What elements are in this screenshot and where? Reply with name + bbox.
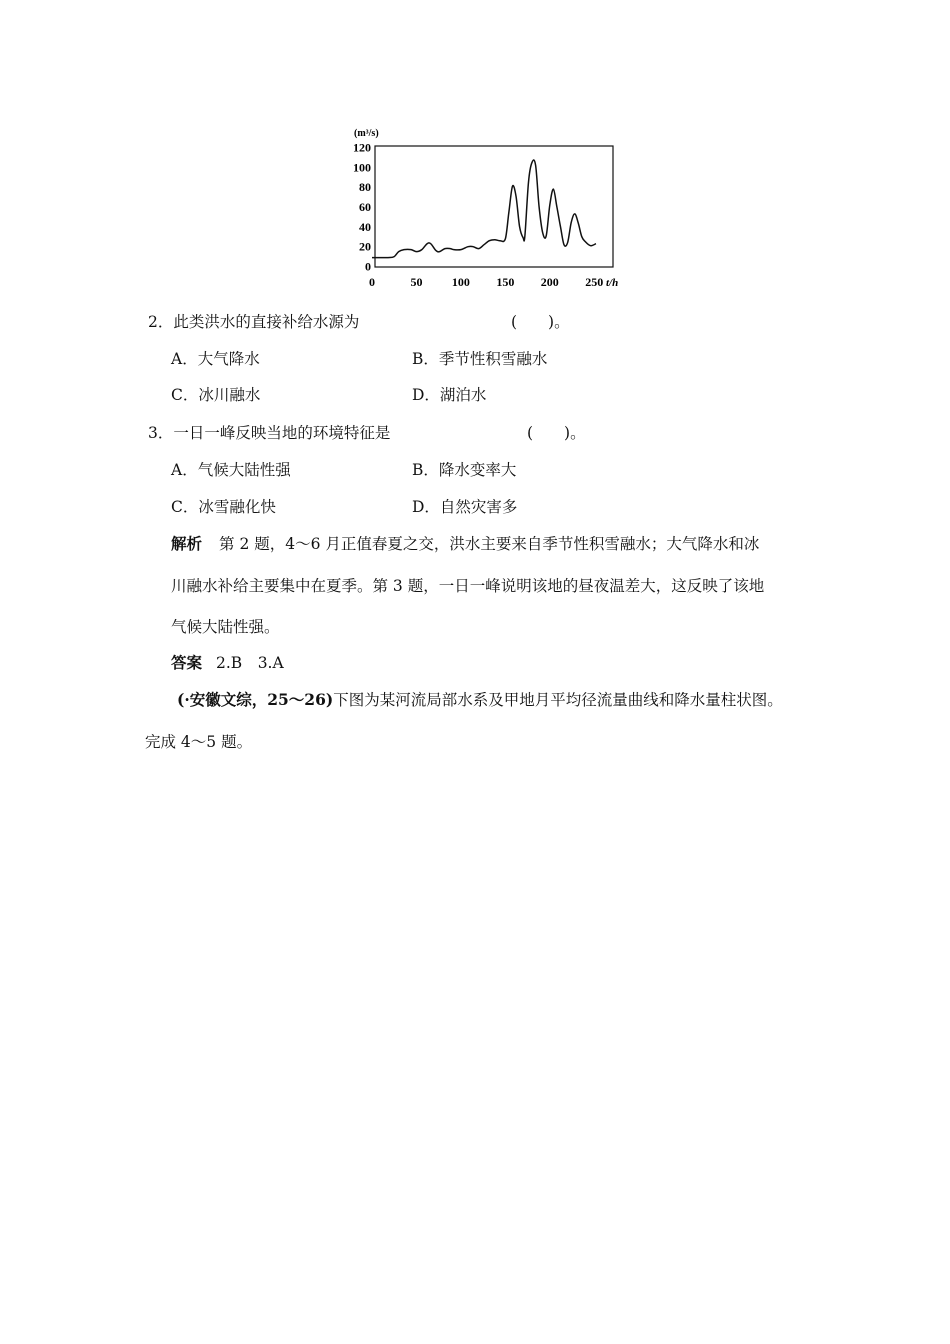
question-2-option-c: C．冰川融水 — [171, 386, 261, 404]
analysis-label: 解析 — [171, 534, 203, 553]
question-2-stem — [148, 312, 359, 332]
intro-line-2: 完成 4～5 题。 — [145, 733, 253, 751]
question-3-number: 3． — [148, 424, 174, 442]
y-tick-label: 60 — [359, 199, 371, 214]
question-3-stem — [148, 423, 390, 443]
question-2-number: 2． — [148, 313, 174, 331]
y-tick-group — [353, 140, 371, 273]
x-tick-label: 0 — [369, 275, 375, 289]
x-tick-label: 50 — [410, 275, 423, 289]
y-tick-label: 120 — [353, 140, 371, 155]
analysis-line-2: 川融水补给主要集中在夏季。第 3 题，一日一峰说明该地的昼夜温差大，这反映了该地 — [171, 577, 765, 595]
question-3-paren: ( )。 — [527, 424, 586, 442]
x-tick-label: 100 — [451, 275, 470, 289]
answer-text: 2.B 3.A — [216, 654, 284, 672]
y-tick-label: 20 — [359, 239, 371, 254]
y-tick-label: 100 — [353, 160, 371, 175]
question-2-option-b: B．季节性积雪融水 — [412, 350, 548, 368]
analysis-line-1 — [171, 534, 759, 554]
x-tick-group — [369, 275, 603, 289]
question-3-option-a: A．气候大陆性强 — [171, 461, 291, 479]
answer-line — [171, 653, 284, 673]
flow-chart — [0, 0, 950, 300]
analysis-line-3: 气候大陆性强。 — [171, 618, 280, 636]
y-tick-label: 0 — [365, 259, 371, 274]
question-3-option-d: D．自然灾害多 — [412, 498, 518, 516]
analysis-text-1: 第 2 题，4～6 月正值春夏之交，洪水主要来自季节性积雪融水；大气降水和冰 — [219, 535, 760, 553]
y-tick-label: 80 — [359, 180, 371, 195]
y-axis-label: (m³/s) — [354, 128, 379, 139]
x-tick-label: 150 — [496, 275, 515, 289]
question-2-option-a: A．大气降水 — [171, 350, 260, 368]
intro-text: 下图为某河流局部水系及甲地月平均径流量曲线和降水量柱状图。 — [333, 691, 783, 709]
y-tick-label: 40 — [359, 219, 371, 234]
question-2-option-d: D．湖泊水 — [412, 386, 487, 404]
question-3-option-c: C．冰雪融化快 — [171, 498, 276, 516]
question-3-text: 一日一峰反映当地的环境特征是 — [173, 424, 391, 442]
x-tick-label: 200 — [540, 275, 559, 289]
intro-line-1 — [177, 690, 783, 710]
question-2-text: 此类洪水的直接补给水源为 — [173, 313, 360, 331]
intro-source: (·安徽文综，25～26) — [177, 690, 334, 709]
answer-label: 答案 — [171, 653, 203, 672]
flow-series-line — [372, 160, 596, 258]
question-3-option-b: B．降水变率大 — [412, 461, 517, 479]
x-tick-label: 250 — [585, 275, 604, 289]
question-2-paren: ( )。 — [511, 313, 570, 331]
x-axis-label: t/h — [606, 277, 619, 289]
